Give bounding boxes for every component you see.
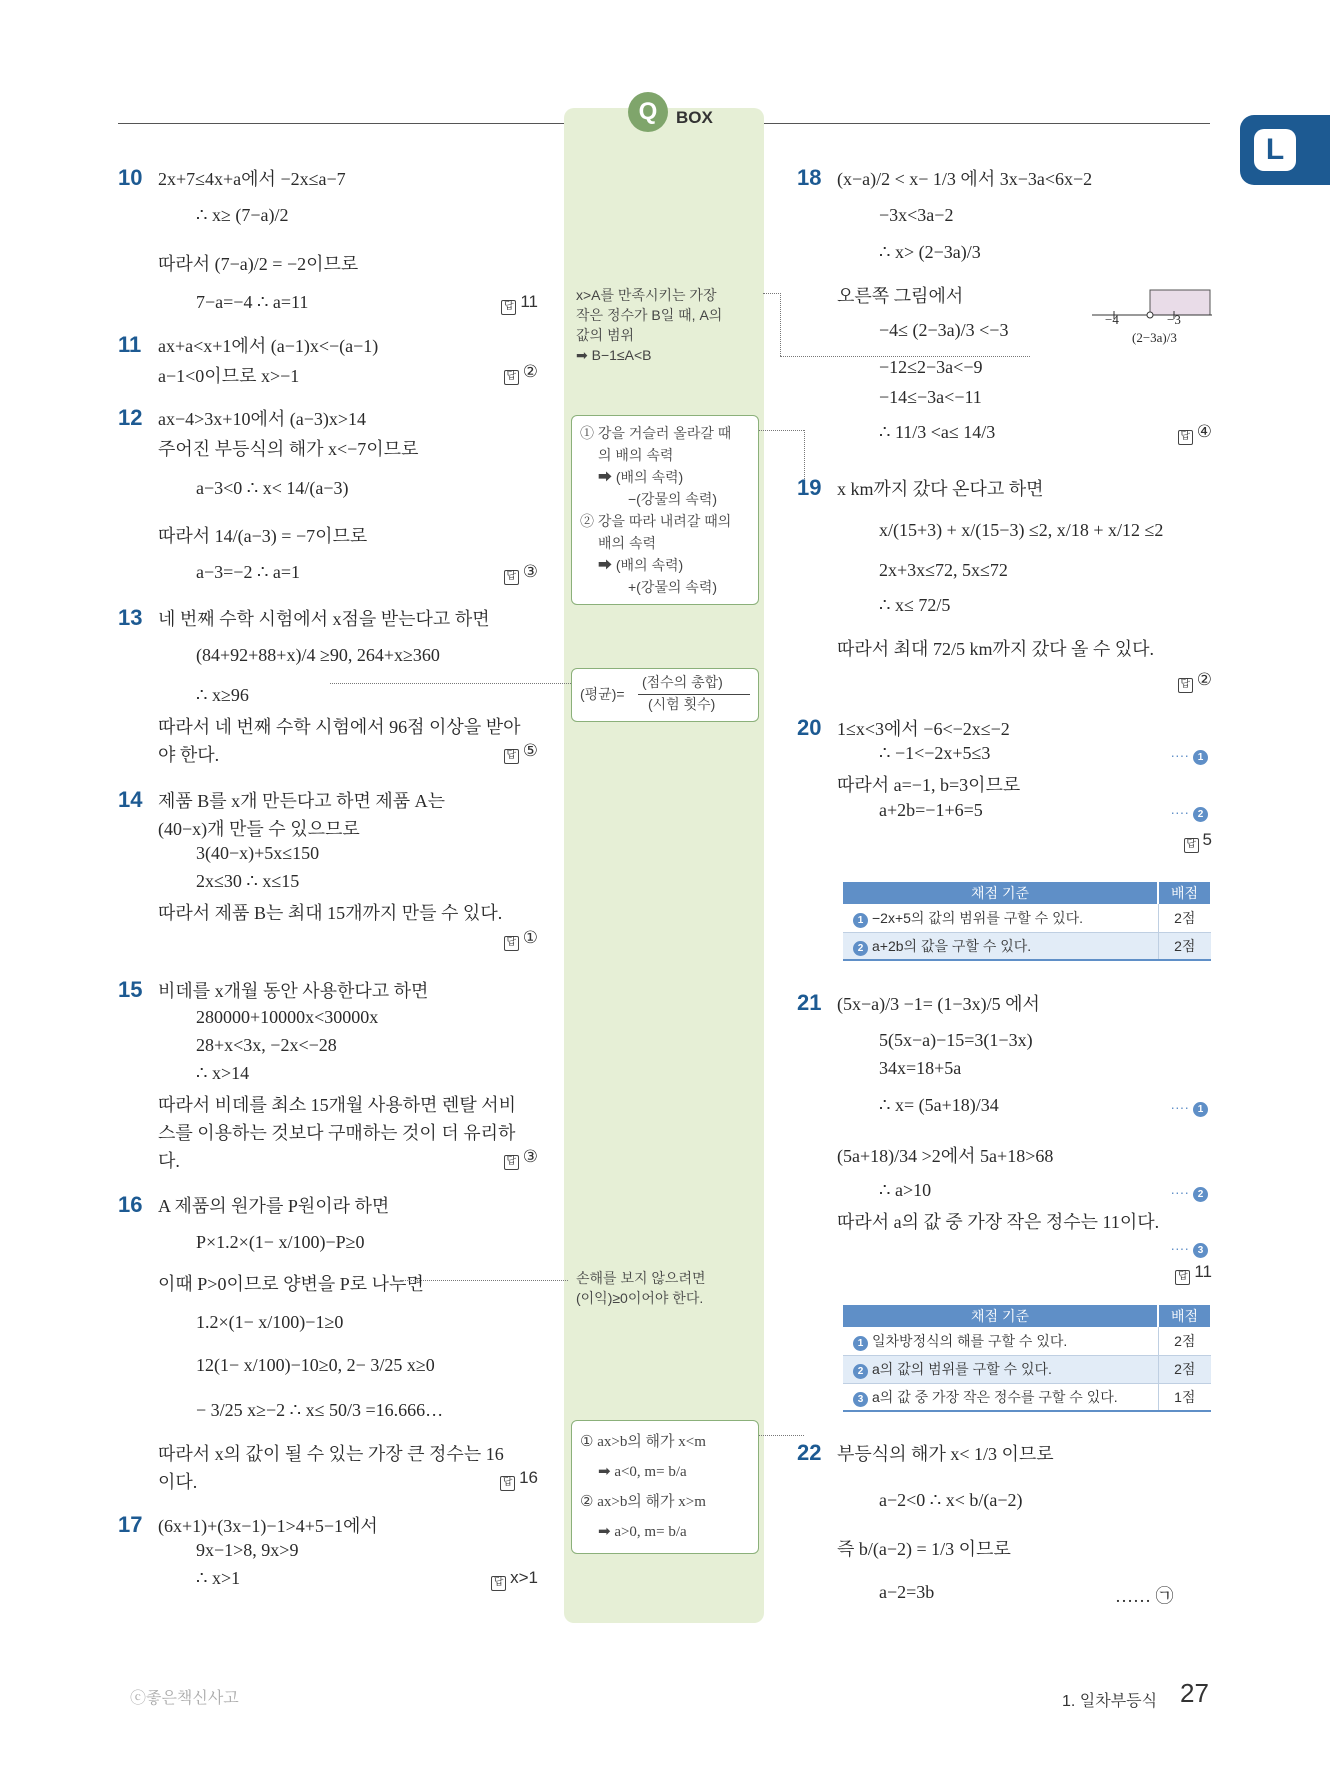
solution-line: a−2<0 ∴ x< b/(a−2) [879, 1490, 1023, 1510]
solution-line: 28+x<3x, −2x<−28 [196, 1035, 337, 1055]
qbox-label: BOX [676, 108, 713, 127]
page-number: 27 [1180, 1678, 1209, 1708]
chapter-title: 1. 일차부등식 [1062, 1693, 1158, 1710]
solution-line: 2x+3x≤72, 5x≤72 [879, 560, 1008, 580]
solution-line: 1≤x<3에서 −6<−2x≤−2 [837, 719, 1010, 739]
solution-line: x km까지 갔다 온다고 하면 [837, 479, 1044, 499]
solution-line: ∴ x>1 [196, 1568, 241, 1588]
solution-line: 2x+7≤4x+a에서 −2x≤a−7 [158, 169, 346, 189]
answer-mark: 답 16 [500, 1468, 538, 1491]
fig-label: −3 [1167, 312, 1181, 327]
solution-line: ∴ x≤ 72/5 [879, 595, 951, 615]
solution-line: −12≤2−3a<−9 [879, 357, 983, 377]
solution-line: 따라서 a=−1, b=3이므로 [837, 775, 1021, 795]
copyright: ⓒ좋은책신사고 [130, 1690, 239, 1707]
problem-number: 20 [797, 715, 822, 740]
solution-line: 3(40−x)+5x≤150 [196, 843, 320, 863]
step-marker: ···· 2 [1170, 804, 1212, 822]
solution-line: 다. [158, 1151, 180, 1171]
answer-mark: 답 ④ [1178, 422, 1212, 445]
solution-line: ∴ x> (2−3a)/3 [879, 242, 981, 262]
solution-line: (84+92+88+x)/4 ≥90, 264+x≥360 [196, 645, 440, 665]
answer-mark: 답 x>1 [491, 1568, 538, 1591]
endpoint [1147, 312, 1153, 318]
solution-line: ∴ a>10 [879, 1180, 932, 1200]
table-row: 2 a+2b의 값을 구할 수 있다. 2점 [843, 932, 1211, 960]
answer-mark: 답 ② [1178, 670, 1212, 693]
table-row: 3 a의 값 중 가장 작은 정수를 구할 수 있다. 1점 [843, 1383, 1211, 1411]
solution-line: 따라서 x의 값이 될 수 있는 가장 큰 정수는 16 [158, 1444, 504, 1464]
solution-line: 네 번째 수학 시험에서 x점을 받는다고 하면 [158, 609, 490, 629]
solution-line: ax−4>3x+10에서 (a−3)x>14 [158, 409, 366, 429]
solution-line: 주어진 부등식의 해가 x<−7이므로 [158, 439, 419, 459]
qbox-note-average: (평균)= (점수의 총합) (시험 횟수) [571, 668, 759, 722]
solution-line: (6x+1)+(3x−1)−1>4+5−1에서 [158, 1516, 378, 1536]
solution-line: A 제품의 원가를 P원이라 하면 [158, 1196, 390, 1216]
problem-number: 12 [118, 405, 143, 430]
solution-line: 부등식의 해가 x< 1/3 이므로 [837, 1444, 1054, 1464]
problem-number: 16 [118, 1192, 143, 1217]
equation-tag: …… ㉠ [1115, 1586, 1174, 1606]
fig-label: (2−3a)/3 [1132, 330, 1177, 345]
answer-mark: 답 ③ [504, 562, 538, 585]
connector [330, 683, 571, 684]
solution-line: 2x≤30 ∴ x≤15 [196, 871, 300, 891]
solution-line: ∴ 11/3 <a≤ 14/3 [879, 422, 996, 442]
solution-line: 따라서 14/(a−3) = −7이므로 [158, 526, 368, 546]
solution-line: 오른쪽 그림에서 [837, 286, 964, 306]
solution-line: 34x=18+5a [879, 1058, 962, 1078]
answer-mark: 답 ① [504, 928, 538, 951]
connector [763, 293, 781, 294]
answer-mark: 답 11 [1175, 1262, 1212, 1285]
solution-line: 9x−1>8, 9x>9 [196, 1540, 299, 1560]
solution-line: 7−a=−4 ∴ a=11 [196, 292, 309, 312]
table-header: 채점 기준 [843, 1305, 1158, 1327]
right-column [797, 150, 1212, 1620]
answer-mark: 답 11 [501, 292, 538, 315]
grading-table [843, 1305, 1212, 1412]
solution-line: (40−x)개 만들 수 있으므로 [158, 819, 360, 839]
fig-label: −4 [1105, 312, 1119, 327]
solution-line: 이다. [158, 1472, 198, 1492]
solution-line: ∴ −1<−2x+5≤3 [879, 743, 991, 763]
solution-line: (5a+18)/34 >2에서 5a+18>68 [837, 1146, 1054, 1166]
problem-number: 19 [797, 475, 822, 500]
solution-line: a+2b=−1+6=5 [879, 800, 983, 820]
table-header: 배점 [1158, 882, 1211, 904]
step-marker: ···· 3 [1170, 1240, 1212, 1258]
problem-number: 22 [797, 1440, 822, 1465]
table-row: 1 −2x+5의 값의 범위를 구할 수 있다. 2점 [843, 904, 1211, 932]
solution-line: ∴ x≥96 [196, 685, 249, 705]
problem-number: 21 [797, 990, 822, 1015]
solution-line: 따라서 제품 B는 최대 15개까지 만들 수 있다. [158, 903, 503, 923]
step-marker: ···· 1 [1170, 1099, 1212, 1117]
solution-line: 따라서 (7−a)/2 = −2이므로 [158, 254, 359, 274]
solution-line: (5x−a)/3 −1= (1−3x)/5 에서 [837, 994, 1040, 1014]
problem-number: 10 [118, 165, 143, 190]
solution-line: 스를 이용하는 것보다 구매하는 것이 더 유리하 [158, 1123, 516, 1143]
solution-line: (x−a)/2 < x− 1/3 에서 3x−3a<6x−2 [837, 169, 1093, 189]
section-tab-letter: L [1254, 129, 1296, 171]
solution-line: 따라서 최대 72/5 km까지 갔다 올 수 있다. [837, 639, 1155, 659]
solution-line: 280000+10000x<30000x [196, 1007, 379, 1027]
solution-line: 따라서 비데를 최소 15개월 사용하면 렌탈 서비 [158, 1095, 516, 1115]
qbox-note-boat-speed: ① 강을 거슬러 올라갈 때 의 배의 속력 ➡ (배의 속력) −(강물의 속력) ② 강을 따라 내려갈 때의 배의 속력 ➡ (배의 속력) +(강물의 속력) [571, 415, 759, 605]
solution-line: a−1<0이므로 x>−1 [158, 366, 300, 386]
step-marker: ···· 2 [1170, 1184, 1212, 1202]
solution-line: P×1.2×(1− x/100)−P≥0 [196, 1232, 365, 1252]
left-column [118, 150, 538, 1620]
solution-line: − 3/25 x≥−2 ∴ x≤ 50/3 =16.666… [196, 1400, 444, 1420]
connector [400, 1280, 568, 1281]
problem-number: 14 [118, 787, 143, 812]
solution-line: a−3<0 ∴ x< 14/(a−3) [196, 478, 349, 498]
problem-number: 11 [118, 332, 142, 357]
step-marker: ···· 1 [1170, 747, 1212, 765]
solution-line: −14≤−3a<−11 [879, 387, 982, 407]
solution-line: x/(15+3) + x/(15−3) ≤2, x/18 + x/12 ≤2 [879, 520, 1164, 540]
table-header: 채점 기준 [843, 882, 1158, 904]
qbox-note-linear-solution: ① ax>b의 해가 x<m ➡ a<0, m= b/a ② ax>b의 해가 x>m ➡ a>0, m= b/a [571, 1420, 759, 1554]
grading-table [843, 882, 1212, 961]
table-row: 2 a의 값의 범위를 구할 수 있다. 2점 [843, 1355, 1211, 1383]
answer-mark: 답 ⑤ [504, 741, 538, 764]
solution-line: 제품 B를 x개 만든다고 하면 제품 A는 [158, 791, 446, 811]
solution-line: 따라서 네 번째 수학 시험에서 96점 이상을 받아 [158, 717, 521, 737]
qbox-note-integer-range: x>A를 만족시키는 가장 작은 정수가 B일 때, A의 값의 범위 ➡ B−1≤A<B [576, 287, 723, 363]
problem-number: 13 [118, 605, 143, 630]
solution-line: ax+a<x+1에서 (a−1)x<−(a−1) [158, 336, 379, 356]
problem-number: 18 [797, 165, 822, 190]
answer-mark: 답 5 [1184, 830, 1212, 853]
problem-number: 17 [118, 1512, 143, 1537]
solution-line: 1.2×(1− x/100)−1≥0 [196, 1312, 344, 1332]
solution-line: ∴ x>14 [196, 1063, 250, 1083]
solution-line: 야 한다. [158, 745, 220, 765]
problem-number: 15 [118, 977, 143, 1002]
solution-line: −3x<3a−2 [879, 205, 954, 225]
solution-line: a−3=−2 ∴ a=1 [196, 562, 301, 582]
solution-line: 12(1− x/100)−10≥0, 2− 3/25 x≥0 [196, 1355, 435, 1375]
qbox-q-badge: Q [628, 92, 668, 132]
answer-mark: 답 ③ [504, 1147, 538, 1170]
solution-line: ∴ x≥ (7−a)/2 [196, 205, 289, 225]
answer-mark: 답 ② [504, 362, 538, 385]
solution-line: a−2=3b [879, 1582, 935, 1602]
solution-line: 비데를 x개월 동안 사용한다고 하면 [158, 981, 429, 1001]
table-row: 1 일차방정식의 해를 구할 수 있다. 2점 [843, 1327, 1211, 1355]
qbox-note-loss: 손해를 보지 않으려면 (이익)≥0이어야 한다. [576, 1270, 706, 1306]
solution-line: 5(5x−a)−15=3(1−3x) [879, 1030, 1033, 1050]
solution-line: 따라서 a의 값 중 가장 작은 정수는 11이다. [837, 1212, 1160, 1232]
solution-line: ∴ x= (5a+18)/34 [879, 1095, 999, 1115]
solution-line: −4≤ (2−3a)/3 <−3 [879, 320, 1009, 340]
section-tab [1240, 115, 1330, 185]
solution-line: 즉 b/(a−2) = 1/3 이므로 [837, 1539, 1011, 1559]
table-header: 배점 [1158, 1305, 1211, 1327]
connector [780, 293, 781, 356]
solution-line: 이때 P>0이므로 양변을 P로 나누면 [158, 1274, 424, 1294]
